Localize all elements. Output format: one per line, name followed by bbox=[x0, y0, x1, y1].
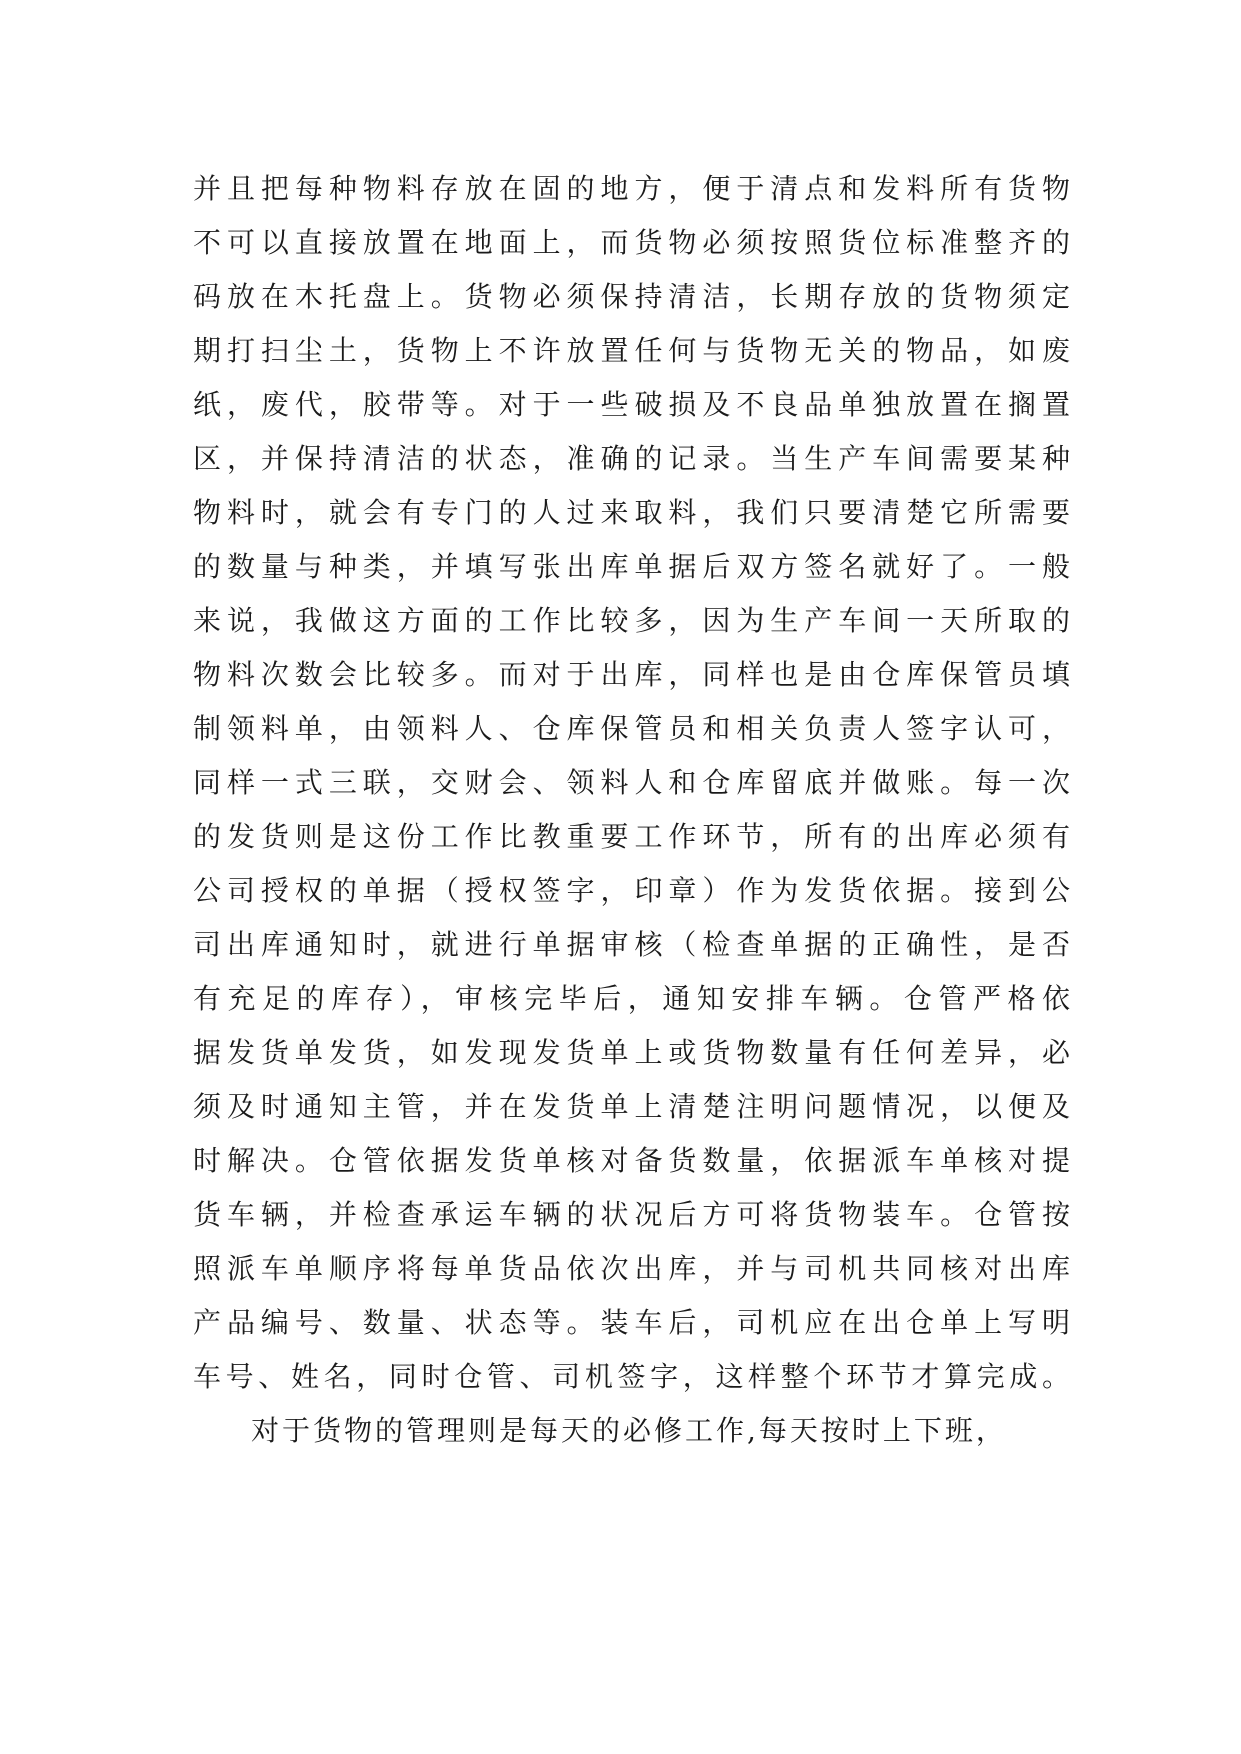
text-line: 产品编号、数量、状态等。装车后，司机应在出仓单上写明 bbox=[193, 1306, 1073, 1339]
text-line: 期打扫尘土，货物上不许放置任何与货物无关的物品，如废 bbox=[193, 334, 1073, 367]
text-line: 据发货单发货，如发现发货单上或货物数量有任何差异，必 bbox=[193, 1036, 1073, 1069]
text-line: 来说，我做这方面的工作比较多，因为生产车间一天所取的 bbox=[193, 604, 1073, 637]
text-line: 时解决。仓管依据发货单核对备货数量，依据派车单核对提 bbox=[193, 1144, 1073, 1177]
text-line: 物料时，就会有专门的人过来取料，我们只要清楚它所需要 bbox=[193, 496, 1073, 529]
text-line: 物料次数会比较多。而对于出库，同样也是由仓库保管员填 bbox=[193, 658, 1073, 691]
text-line: 的发货则是这份工作比教重要工作环节，所有的出库必须有 bbox=[193, 820, 1073, 853]
text-line: 的数量与种类，并填写张出库单据后双方签名就好了。一般 bbox=[193, 550, 1073, 583]
text-line: 区，并保持清洁的状态，准确的记录。当生产车间需要某种 bbox=[193, 442, 1073, 475]
text-line: 纸，废代，胶带等。对于一些破损及不良品单独放置在搁置 bbox=[193, 388, 1073, 421]
text-line: 并且把每种物料存放在固的地方，便于清点和发料所有货物 bbox=[193, 172, 1073, 205]
text-line: 有充足的库存），审核完毕后，通知安排车辆。仓管严格依 bbox=[193, 982, 1073, 1015]
text-line: 照派车单顺序将每单货品依次出库，并与司机共同核对出库 bbox=[193, 1252, 1073, 1285]
body-text bbox=[193, 162, 1073, 1458]
text-line: 制领料单，由领料人、仓库保管员和相关负责人签字认可， bbox=[193, 712, 1073, 745]
text-line: 司出库通知时，就进行单据审核（检查单据的正确性，是否 bbox=[193, 928, 1073, 961]
text-line: 码放在木托盘上。货物必须保持清洁，长期存放的货物须定 bbox=[193, 280, 1073, 313]
text-line: 须及时通知主管，并在发货单上清楚注明问题情况，以便及 bbox=[193, 1090, 1073, 1123]
text-line: 同样一式三联，交财会、领料人和仓库留底并做账。每一次 bbox=[193, 766, 1073, 799]
text-line: 公司授权的单据（授权签字，印章）作为发货依据。接到公 bbox=[193, 874, 1073, 907]
text-line: 车号、姓名，同时仓管、司机签字，这样整个环节才算完成。 bbox=[193, 1360, 1073, 1393]
paragraph-start-line: 对于货物的管理则是每天的必修工作,每天按时上下班， bbox=[251, 1414, 1007, 1447]
text-line: 货车辆，并检查承运车辆的状况后方可将货物装车。仓管按 bbox=[193, 1198, 1073, 1231]
text-line: 不可以直接放置在地面上，而货物必须按照货位标准整齐的 bbox=[193, 226, 1073, 259]
